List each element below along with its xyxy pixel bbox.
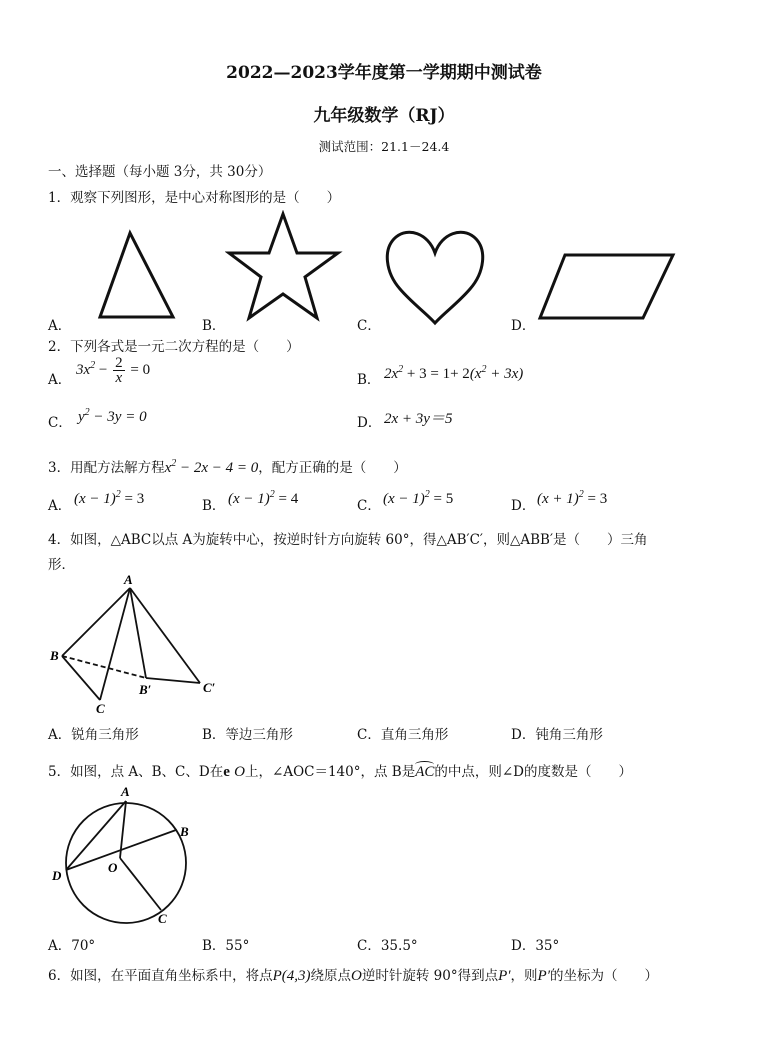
section-heading: 一、选择题（每小题 3分，共 30分）: [48, 164, 272, 180]
q5-option-d: [511, 934, 559, 954]
q6-origin: O: [351, 968, 362, 984]
q4-label-c-prime: C′: [203, 680, 216, 695]
q2b-p2: + 3 = 1+ 2: [403, 366, 470, 382]
q4-option-a: [48, 723, 139, 743]
q5-circle-figure: [48, 780, 208, 925]
q2b-p1: 2x: [384, 366, 399, 382]
q2-option-b-eq: [384, 364, 523, 383]
q2a-exp: 2: [90, 359, 96, 371]
q3a-rhs: = 3: [120, 491, 145, 507]
q2b-e1: 2: [398, 364, 404, 375]
q5-option-c-text: 35.5°: [380, 938, 418, 954]
q3b-rhs: = 4: [274, 491, 299, 507]
q3c-rhs: = 5: [429, 491, 454, 507]
q5-label-d: D: [52, 868, 62, 883]
q4-option-b-text: 等边三角形: [225, 727, 293, 743]
q6-stem: [48, 964, 658, 985]
q3-option-a-eq: [74, 489, 144, 508]
q3a-exp: 2: [115, 489, 121, 500]
q2-option-c-eq: [78, 407, 147, 426]
q3d-base: (x + 1): [537, 491, 579, 507]
q1-option-a-label: A．: [48, 318, 72, 334]
q5-label-a: A: [121, 784, 130, 799]
q2b-p3: (x: [469, 366, 482, 382]
q3-option-d-eq: [537, 489, 607, 508]
q5-arc-mark: [415, 761, 434, 768]
triangle-icon: [95, 225, 185, 325]
q2a-mid: −: [95, 361, 112, 378]
q6-stem-p3: 逆时针旋转 90°得到点: [361, 968, 499, 984]
q3-option-c-label: C．: [357, 498, 381, 514]
q5-circle-symbol: e: [223, 764, 230, 780]
q5-label-b: B: [180, 824, 189, 839]
q5-option-a: [48, 934, 95, 954]
q4-option-d-text: 钝角三角形: [535, 727, 603, 743]
exam-title: 2022—2023学年度第一学期期中测试卷: [226, 63, 542, 83]
q5-circle-o: O: [234, 764, 246, 780]
q5-label-c: C: [158, 911, 167, 925]
q2-option-d-label: D．: [357, 415, 382, 431]
q1-option-c-label: C．: [357, 318, 381, 334]
q1-option-d-label: D．: [511, 318, 536, 334]
q2-option-a-label: A．: [48, 372, 72, 388]
q3c-base: (x − 1): [383, 491, 425, 507]
q5-option-b-label: B．: [202, 938, 226, 954]
q2c-p1: y: [78, 409, 85, 425]
q3d-exp: 2: [578, 489, 584, 500]
q3-option-a-label: A．: [48, 498, 72, 514]
q3-option-c-eq: [383, 489, 453, 508]
q4-option-b-label: B．: [202, 727, 226, 743]
q4-label-c: C: [96, 701, 105, 715]
q3-stem-pre: 3．用配方法解方程: [48, 460, 165, 476]
q6-stem-p5: 的坐标为（ ）: [549, 968, 658, 984]
q5-option-a-text: 70°: [71, 938, 96, 954]
q4-option-c-label: C．: [357, 727, 381, 743]
q4-option-d-label: D．: [511, 727, 536, 743]
q5-stem-p3: 的中点，则∠D的度数是（ ）: [434, 764, 633, 780]
q2c-e1: 2: [84, 407, 90, 418]
q6-point: P(4,3): [272, 968, 311, 984]
test-scope: 测试范围：21.1－24.4: [318, 139, 450, 154]
q5-option-c: [357, 934, 418, 954]
q4-rotation-figure: [48, 570, 228, 715]
q6-p-prime-2: P′: [537, 968, 550, 984]
q2-option-c-label: C．: [48, 415, 72, 431]
q4-option-a-text: 锐角三角形: [71, 727, 139, 743]
q1-option-b-label: B．: [202, 318, 226, 334]
exam-subtitle: 九年级数学（RJ）: [313, 106, 455, 126]
q2a-num: 2: [115, 355, 123, 371]
q4-option-c: [357, 723, 448, 743]
q2-option-b-label: B．: [357, 372, 381, 388]
q4-label-b: B: [50, 648, 59, 663]
q4-option-d: [511, 723, 603, 743]
q5-option-a-label: A．: [48, 938, 72, 954]
q1-stem: 1．观察下列图形，是中心对称图形的是（ ）: [48, 190, 341, 206]
q3a-base: (x − 1): [74, 491, 116, 507]
q3-eq-e1: 2: [171, 458, 177, 469]
q3d-rhs: = 3: [583, 491, 608, 507]
q5-label-o: O: [108, 860, 118, 875]
q4-label-a: A: [124, 572, 133, 587]
q5-stem-p2: 上，∠AOC＝140°，点 B是: [245, 764, 416, 780]
q5-stem: [48, 760, 632, 781]
heart-icon: [382, 225, 492, 327]
parallelogram-icon: [535, 250, 680, 325]
q4-stem-line2: 形．: [48, 557, 75, 573]
q3c-exp: 2: [424, 489, 430, 500]
q6-p-prime: P′: [498, 968, 511, 984]
q3-stem-post: ，配方正确的是（ ）: [258, 460, 407, 476]
q4-option-a-label: A．: [48, 727, 72, 743]
q5-stem-p1: 5．如图，点 A、B、C、D在: [48, 764, 224, 780]
q2b-e2: 2: [481, 364, 487, 375]
q6-stem-p1: 6．如图，在平面直角坐标系中，将点: [48, 968, 273, 984]
q3-stem: [48, 456, 407, 477]
q2-option-a-eq: [76, 356, 150, 385]
q2a-den: x: [115, 370, 123, 386]
q2a-pre: 3x: [76, 361, 91, 378]
q5-arc-text: AC: [415, 764, 435, 780]
q2c-p2: − 3y = 0: [89, 409, 147, 425]
q3b-exp: 2: [269, 489, 275, 500]
q2b-p4: + 3x): [486, 366, 524, 382]
q2-option-d-eq: 2x + 3y＝5: [384, 411, 453, 427]
q6-stem-p2: 绕原点: [310, 968, 351, 984]
q5-arc: [415, 764, 434, 781]
q3-option-d-label: D．: [511, 498, 536, 514]
q4-stem-line1: 4．如图，△ABC以点 A为旋转中心，按逆时针方向旋转 60°，得△AB′C′，则△ABB′是（ ）三角: [48, 532, 648, 548]
q2a-post: = 0: [126, 361, 151, 378]
q4-option-b: [202, 723, 293, 743]
q5-option-b: [202, 934, 249, 954]
q3-option-b-eq: [228, 489, 298, 508]
q5-option-c-label: C．: [357, 938, 381, 954]
q5-option-d-text: 35°: [535, 938, 560, 954]
q4-label-b-prime: B′: [139, 682, 152, 697]
q6-stem-p4: ，则: [510, 968, 538, 984]
q5-option-d-label: D．: [511, 938, 536, 954]
q4-option-c-text: 直角三角形: [380, 727, 449, 743]
q3-eq-p1: x: [164, 460, 172, 476]
q3b-base: (x − 1): [228, 491, 270, 507]
q2-stem: 2．下列各式是一元二次方程的是（ ）: [48, 339, 300, 355]
q3-equation: [165, 460, 259, 476]
q3-option-b-label: B．: [202, 498, 226, 514]
q3-eq-p2: − 2x − 4 = 0: [176, 460, 259, 476]
q5-option-b-text: 55°: [225, 938, 250, 954]
star-icon: [225, 210, 345, 325]
